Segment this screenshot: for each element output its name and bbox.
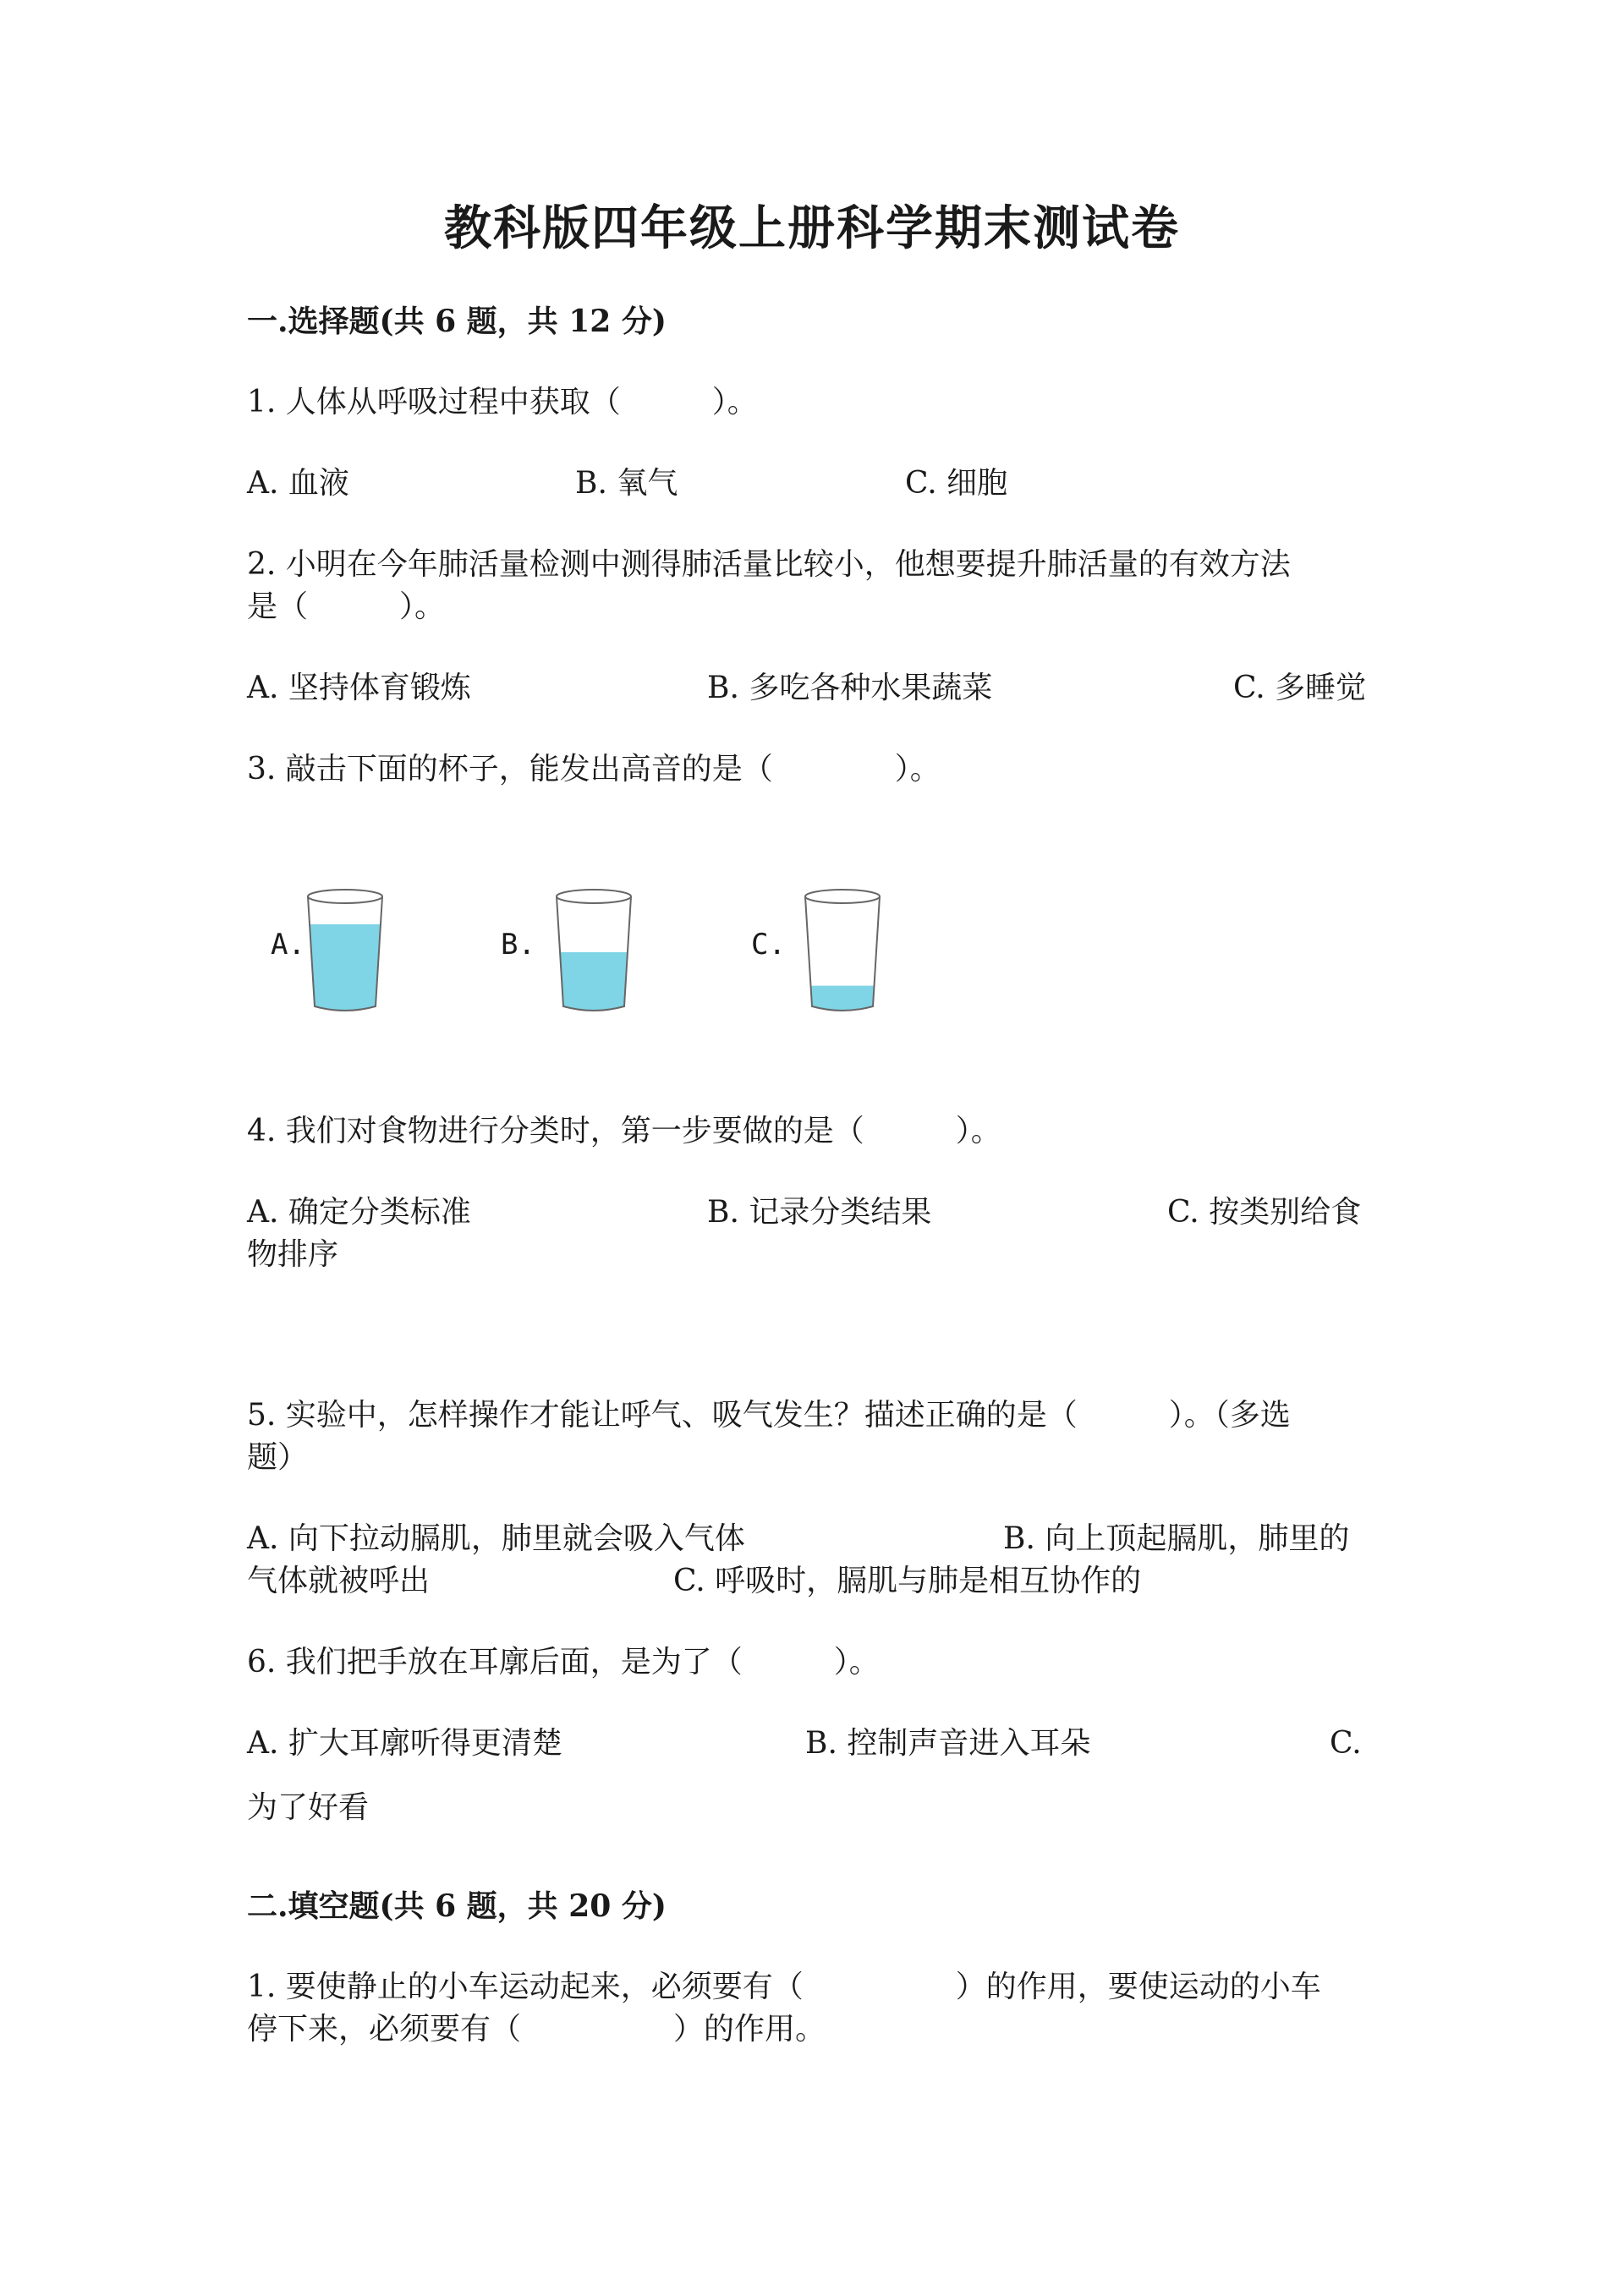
glass-figure xyxy=(267,879,944,1023)
page-title: 教科版四年级上册科学期末测试卷 xyxy=(444,200,1180,256)
section-heading-choice: 一.选择题(共 6 题，共 12 分) xyxy=(247,304,667,339)
q2-option-b: B. 多吃各种水果蔬菜 xyxy=(707,671,993,705)
glass-c-water xyxy=(810,986,874,1011)
question-6: 6. 我们把手放在耳廓后面，是为了（ ）。 xyxy=(247,1645,880,1680)
q6-option-b: B. 控制声音进入耳朵 xyxy=(805,1726,1091,1761)
q4-option-a: A. 确定分类标准 xyxy=(247,1195,471,1230)
q4-option-c-cont: 物排序 xyxy=(247,1237,339,1272)
fill-question-1-line1: 1. 要使静止的小车运动起来，必须要有（ ）的作用，要使运动的小车 xyxy=(247,1970,1321,2004)
glass-c-rim xyxy=(805,890,880,903)
glass-b-label: B. xyxy=(501,928,535,962)
glass-a-label: A. xyxy=(271,928,305,962)
fill-question-1-line2: 停下来，必须要有（ ）的作用。 xyxy=(247,2012,826,2047)
question-3: 3. 敲击下面的杯子，能发出高音的是（ ）。 xyxy=(247,752,941,786)
q6-option-c: C. xyxy=(1330,1726,1362,1761)
section-heading-fill: 二.填空题(共 6 题，共 20 分) xyxy=(247,1888,667,1924)
q5-option-b-cont: 气体就被呼出 xyxy=(247,1564,431,1598)
glass-b-rim xyxy=(557,890,631,903)
q1-option-c: C. 细胞 xyxy=(905,466,1008,501)
q2-option-c: C. 多睡觉 xyxy=(1233,671,1367,705)
glass-a-rim xyxy=(308,890,382,903)
question-4: 4. 我们对食物进行分类时，第一步要做的是（ ）。 xyxy=(247,1114,1001,1148)
q6-option-a: A. 扩大耳廓听得更清楚 xyxy=(247,1726,562,1761)
glass-c xyxy=(800,888,885,1015)
q6-option-c-cont: 为了好看 xyxy=(247,1790,370,1825)
glass-a-water xyxy=(310,924,381,1011)
question-2-line2: 是（ ）。 xyxy=(247,589,446,624)
question-2-line1: 2. 小明在今年肺活量检测中测得肺活量比较小，他想要提升肺活量的有效方法 xyxy=(247,547,1291,582)
q5-option-a: A. 向下拉动膈肌，肺里就会吸入气体 xyxy=(247,1521,745,1556)
q1-option-a: A. 血液 xyxy=(247,466,349,501)
question-5-line2: 题） xyxy=(247,1440,309,1475)
q5-option-b: B. 向上顶起膈肌，肺里的 xyxy=(1003,1521,1350,1556)
glass-a xyxy=(303,888,387,1015)
q5-option-c: C. 呼吸时，膈肌与肺是相互协作的 xyxy=(673,1564,1142,1598)
glass-b-water xyxy=(560,952,628,1011)
q4-option-c: C. 按类别给食 xyxy=(1167,1195,1362,1230)
question-5-line1: 5. 实验中，怎样操作才能让呼气、吸气发生？描述正确的是（ ）。（多选 xyxy=(247,1398,1291,1433)
q4-option-b: B. 记录分类结果 xyxy=(707,1195,932,1230)
q2-option-a: A. 坚持体育锻炼 xyxy=(247,671,471,705)
q1-option-b: B. 氧气 xyxy=(575,466,678,501)
glass-b xyxy=(551,888,636,1015)
question-1: 1. 人体从呼吸过程中获取（ ）。 xyxy=(247,385,758,419)
glass-c-label: C. xyxy=(751,928,786,962)
